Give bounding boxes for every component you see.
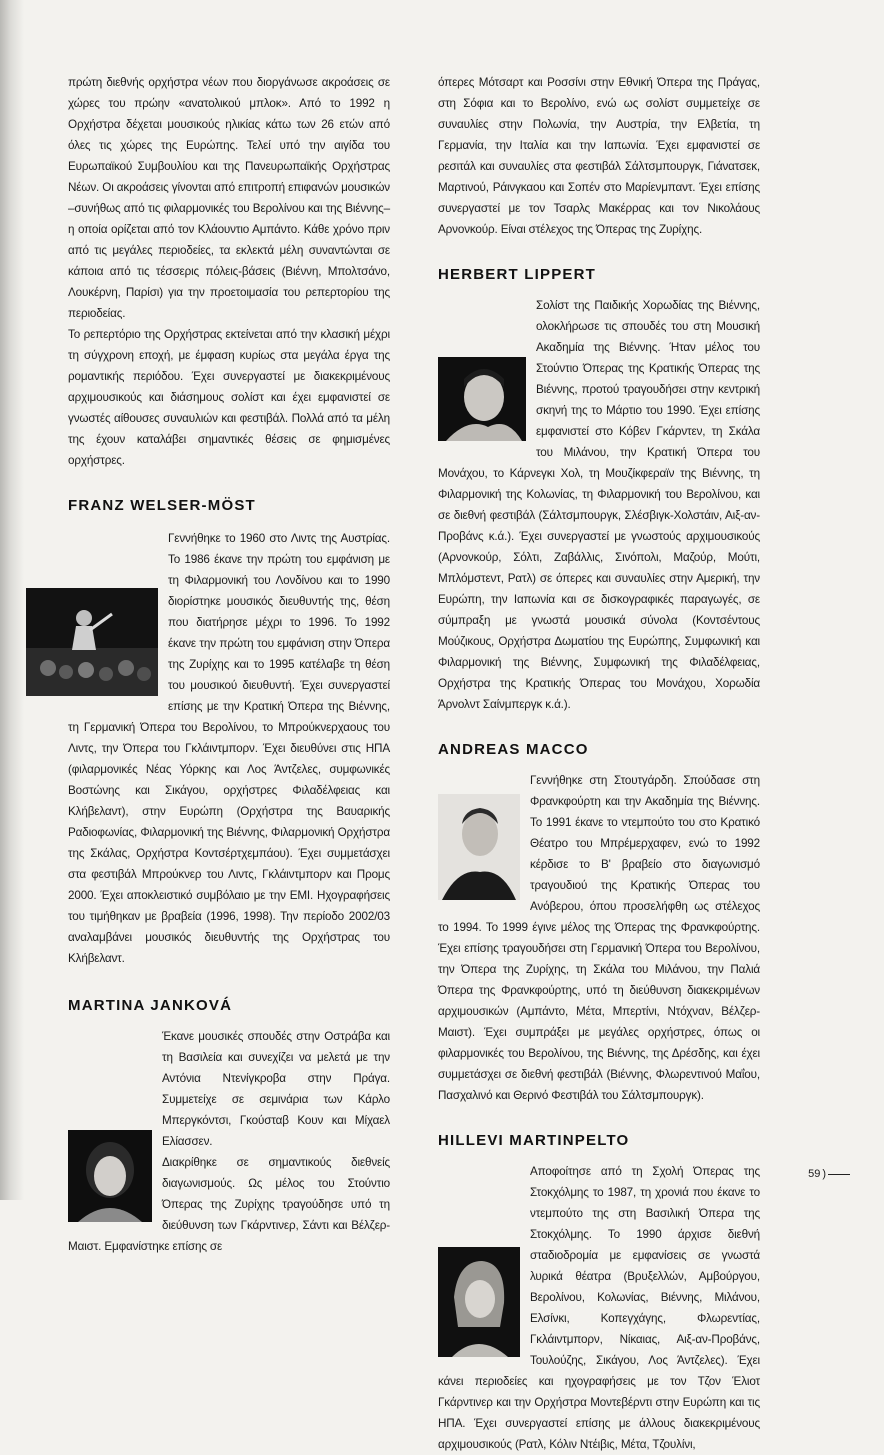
martina-jankova-heading: MARTINA JANKOVÁ <box>68 997 233 1014</box>
martina-bio-section <box>68 1026 390 1257</box>
hillevi-martinpelto-heading: HILLEVI MARTINPELTO <box>438 1132 630 1149</box>
page-number-text: 59 <box>808 1168 821 1180</box>
page-number <box>808 1168 850 1180</box>
hillevi-martinpelto-bio: Αποφοίτησε από τη Σχολή Όπερας της Στοκχόλμης το 1987, τη χρονιά που έκανε το ντεμπούτο της στη Βασιλική Όπερα της Στοκχόλμης. Το 1990 άρχισε διεθνή σταδιοδρομία με εμφανίσεις σε γνωστά λυρικά θέατρα (Βρυξελλών, Αμβούργου, Βερολίνου, Κολωνίας, Βιέννης, Μιλάνου, Ελσίνκι, Κοπεγχάγης, Φλωρεντίας, Γκλάιντμπορν, Νίκαιας, Αιξ-αν-Προβάνς, Τουλούζης, Σικάγου, Λος Άντζελες). Έχει κάνει περιοδείες και ηχογραφήσεις με τον Τζον Έλιοτ Γκάρντινερ και την Ορχήστρα Μοντεβέρντι στην Ευρώπη και τις ΗΠΑ. Έχει συνεργαστεί επίσης με άλλους διακεκριμένους αρχιμουσικούς (Ρατλ, Κόλιν Ντέιβις, Μέτα, Τζουλίνι, <box>438 1165 760 1451</box>
martina-jankova-bio-continued: όπερες Μότσαρτ και Ροσσίνι στην Εθνική Όπερα της Πράγας, στη Σόφια και το Βερολίνο, ενώ ως σολίστ συμμετείχε σε συναυλίες στην Πολωνία, την Αυστρία, την Ελβετία, τη Γερμανία, την Ιταλία και την Ιαπωνία. Έχει εμφανιστεί σε ρεσιτάλ και συναυλίες στα φεστιβάλ Σάλτσμπουργκ, Γιάνατσεκ, Μαρτινού, Ράινγκαου και Σοπέν στο Μαρίενμπαντ. Έχει επίσης συνεργαστεί με τον Τσαρλς Μακέρρας και τον Νικολάους Αρνονκούρ. Είναι στέλεχος της Όπερας της Ζυρίχης. <box>438 76 760 236</box>
franz-bio-section <box>68 528 390 969</box>
herbert-lippert-heading: HERBERT LIPPERT <box>438 266 597 283</box>
orchestra-intro-paragraph-1: πρώτη διεθνής ορχήστρα νέων που διοργάνωσε ακροάσεις σε χώρες του πρώην «ανατολικού μπλοκ». Από το 1992 η Ορχήστρα δέχεται μουσικούς ηλικίας κάτω των 26 ετών από όλες τις χώρες της Ευρώπης. Τελεί υπό την αιγίδα του Ευρωπαϊκού Συμβουλίου και της Πανευρωπαϊκής Ορχήστρας Νέων. Οι ακροάσεις γίνονται από επιτροπή επιφανών μουσικών –συνήθως από τις φιλαρμονικές του Βερολίνου και της Βιέννης– η οποία ορίζεται από τον Κλάουντιο Αμπάντο. Κάθε χρόνο πριν από τις μεγάλες περιοδείες, τα εκλεκτά μέλη συναντώνται σε κάποια από τις τέσσερις πόλεις-βάσεις (Βιέννη, Μπολτσάνο, Λουκέρνη, Παρίσι) για την προετοιμασία του ρεπερτορίου της περιοδείας. <box>68 76 390 320</box>
page-gutter-shadow <box>0 0 24 1200</box>
page-number-bracket: ) <box>822 1168 826 1180</box>
franz-welser-most-bio: Γεννήθηκε το 1960 στο Λιντς της Αυστρίας. Το 1986 έκανε την πρώτη του εμφάνιση με τη Φιλαρμονική του Λονδίνου και το 1990 διορίστηκε μουσικός διευθυντής της, θέση που διατήρησε μέχρι το 1996. Το 1992 έκανε την πρώτη του εμφάνιση στην Όπερα της Ζυρίχης και το 1995 κατέλαβε τη θέση του μουσικού διευθυντή. Έχει συνεργαστεί επίσης με την Κρατική Όπερα της Βιέννης, τη Γερμανική Όπερα του Βερολίνου, το Μπρούκνερχαους του Λιντς, την Όπερα του Γκλάιντμπορν. Έχει διευθύνει στις ΗΠΑ (φιλαρμονικές Νέας Υόρκης και Λος Άντζελες, συμφωνικές Βοστώνης και Σικάγου, ορχήστρες Φιλαδέλφειας και Κλήβελαντ), στην Ευρώπη (Ορχήστρα της Βαυαρικής Ραδιοφωνίας, Φιλαρμονική της Βιέννης, Φιλαρμονική Ορχήστρα της Σκάλας, Ορχήστρα Κοντσέρτχεμπάου). Έχει συμμετάσχει στα φεστιβάλ Μπρούκνερ του Λιντς, Γκλάιντμπορν και Προμς 2000. Έχει αποκλειστικό συμβόλαιο με την EMI. Ηχογραφήσεις του τιμήθηκαν με βραβεία (1996, 1998). Την περίοδο 2002/03 αναλαμβάνει μουσικός διευθυντής της Ορχήστρας του Κλήβελαντ. <box>68 532 390 965</box>
martina-jankova-bio-1: Έκανε μουσικές σπουδές στην Οστράβα και τη Βασιλεία και συνεχίζει να μελετά με την Αντόνια Ντενίγκροβα στην Πράγα. Συμμετείχε σε σεμινάρια των Κάρλο Μπεργκόντσι, Γκούσταβ Κουν και Μίχαελ Ελίασσεν. <box>162 1030 390 1148</box>
left-column <box>68 72 390 1257</box>
andreas-macco-bio: Γεννήθηκε στη Στουτγάρδη. Σπούδασε στη Φρανκφούρτη και την Ακαδημία της Βιέννης. Το 1991 έκανε το ντεμπούτο του στο Κρατικό Θέατρο του Μπρέμερχαφεν, ενώ το 1992 κέρδισε το Β' βραβείο στο διαγωνισμό τραγουδιού της Κρατικής Όπερας του Ανόβερου, όπου προσελήφθη ως στέλεχος το 1994. Το 1999 έγινε μέλος της Όπερας της Φρανκφούρτης. Έχει επίσης τραγουδήσει στη Γερμανική Όπερα του Βερολίνου, την Όπερα της Ζυρίχης, τη Σκάλα του Μιλάνου, την Παλιά Όπερα της Φρανκφούρτης, υπό τη διεύθυνση διακεκριμένων αρχιμουσικών (Αμπάντο, Μέτα, Μπερτίνι, Ντόχναν, Βέλζερ-Μαιστ). Έχει συμπράξει με μεγάλες ορχήστρες, όπως οι φιλαρμονικές του Βερολίνου, της Βιέννης, της Δρέσδης, και έχει συμμετάσχει σε διεθνή φεστιβάλ (Βιέννης, Φλωρεντινού Μαΐου, Πασχαλινό και Θερινό Φεστιβάλ του Σάλτσμπουργκ). <box>438 774 760 1102</box>
herbert-lippert-bio: Σολίστ της Παιδικής Χορωδίας της Βιέννης, ολοκλήρωσε τις σπουδές του στη Μουσική Ακαδημία της Βιέννης. Ήταν μέλος του Στούντιο Όπερας της Κρατικής Όπερας της Βιέννης, προτού τραγουδήσει στην κεντρική σκηνή της το Μάρτιο του 1990. Έχει επίσης εμφανιστεί στο Κόβεν Γκάρντεν, τη Σκάλα του Μιλάνου, την Κρατική Όπερα του Μονάχου, το Κάρνεγκι Χολ, τη Μουζίκφεραϊν της Βιέννης, τη Φιλαρμονική της Κολωνίας, τη Φιλαρμονική του Βερολίνου, και σε διεθνή φεστιβάλ (Σάλτσμπουργκ, Σλέσβιγκ-Χολστάιν, Αιξ-αν-Προβάνς κ.ά.). Έχει συνεργαστεί με γνωστούς αρχιμουσικούς (Αρνονκούρ, Σόλτι, Ζαβάλλις, Σινόπολι, Μαζούρ, Μούτι, Μπλόμστεντ, Ρατλ) σε όπερες και συναυλίες στην Αμερική, την Ευρώπη, την Ιαπωνία και σε δισκογραφικές παραγωγές, σε σύμπραξη με γνωστά μουσικά σύνολα (Κοντσέντους Μούζικους, Ορχήστρα Δωματίου της Ευρώπης, Συμφωνική και Φιλαρμονική της Βιέννης, Συμφωνική της Φιλαδέλφειας, Ορχήστρα της Κρατικής Όπερας του Μονάχου, Χορωδία Άρνολντ Σαίνμπεργκ κ.ά.). <box>438 299 760 711</box>
orchestra-intro-paragraph-2: Το ρεπερτόριο της Ορχήστρας εκτείνεται από την κλασική μέχρι τη σύγχρονη εποχή, με έμφαση κυρίως στα μεγάλα έργα της ρομαντικής περιόδου. Έχει συνεργαστεί με διακεκριμένους αρχιμουσικούς και διάσημους σολίστ και έχει εμφανιστεί σε γνωστές αίθουσες συναυλιών και φεστιβάλ. Πολλά από τα μέλη της έχουν καταλάβει σημαντικές θέσεις σε φημισμένες ορχήστρες. <box>68 328 390 467</box>
andreas-macco-photo <box>438 794 520 900</box>
hillevi-bio-section <box>438 1161 760 1455</box>
herbert-bio-section <box>438 295 760 715</box>
martina-jankova-photo <box>68 1130 152 1222</box>
page-number-rule <box>828 1174 850 1175</box>
hillevi-martinpelto-photo <box>438 1247 520 1357</box>
martina-jankova-bio-2: Διακρίθηκε σε σημαντικούς διεθνείς διαγωνισμούς. Ως μέλος του Στούντιο Όπερας της Ζυρίχης τραγούδησε υπό τη διεύθυνση των Γκάρντινερ, Σάντι και Βέλζερ-Μαιστ. Εμφανίστηκε επίσης σε <box>68 1156 390 1253</box>
herbert-lippert-photo <box>438 357 526 441</box>
franz-welser-most-heading: FRANZ WELSER-MÖST <box>68 497 256 514</box>
franz-welser-most-photo <box>26 588 158 696</box>
andreas-bio-section <box>438 770 760 1106</box>
right-column <box>438 72 760 1455</box>
andreas-macco-heading: ANDREAS MACCO <box>438 741 589 758</box>
